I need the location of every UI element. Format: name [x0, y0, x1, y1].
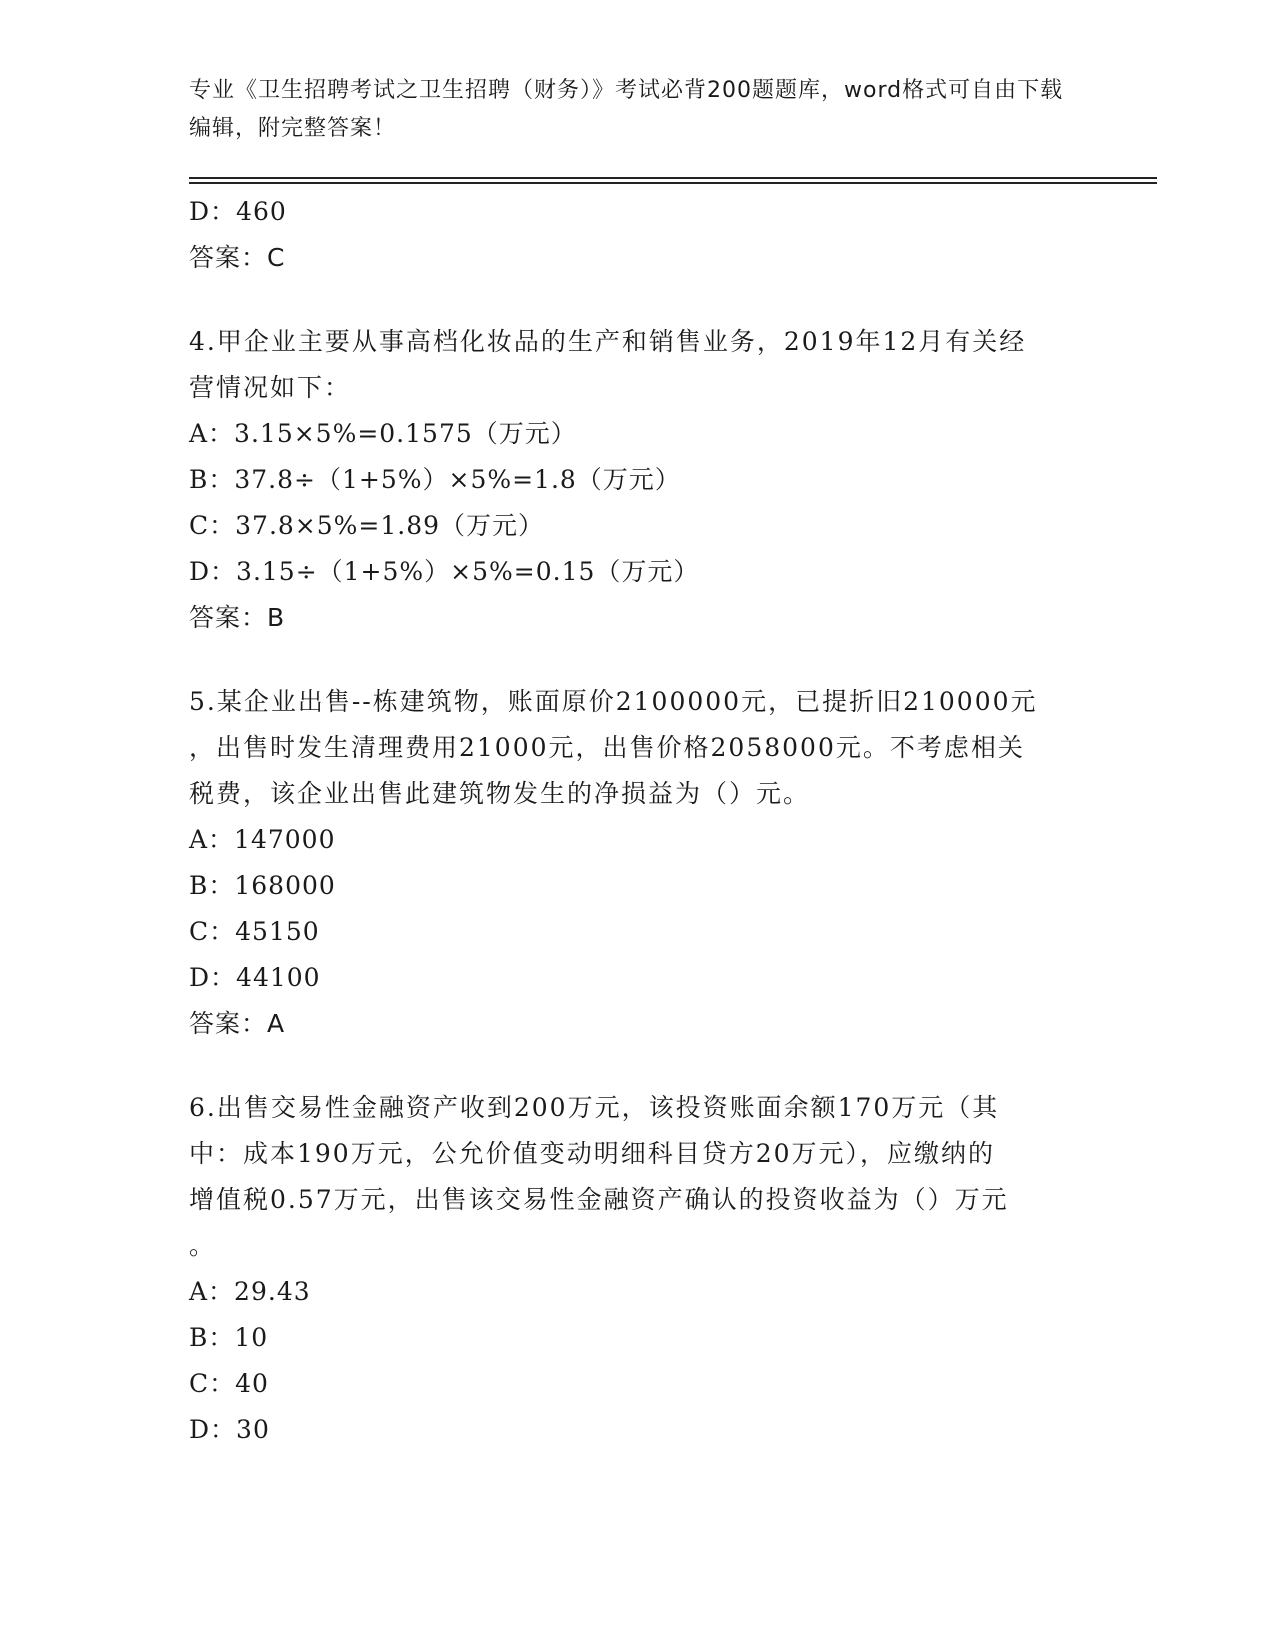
q4-option-a: A：3.15×5%=0.1575（万元） — [189, 419, 577, 448]
q5-option-b: B：168000 — [189, 871, 336, 900]
q6-stem-line: 增值税0.57万元，出售该交易性金融资产确认的投资收益为（）万元 — [189, 1185, 1009, 1214]
q4-stem-line: 4.甲企业主要从事高档化妆品的生产和销售业务，2019年12月有关经 — [189, 327, 1027, 356]
q6-option-b: B：10 — [189, 1323, 269, 1352]
q5-option-a: A：147000 — [189, 825, 336, 854]
q5-stem-line: 5.某企业出售--栋建筑物，账面原价2100000元，已提折旧210000元 — [189, 687, 1038, 716]
q6-option-c: C：40 — [189, 1369, 269, 1398]
header-divider-bottom — [189, 182, 1157, 184]
q6-option-a: A：29.43 — [189, 1277, 311, 1306]
q4-block — [189, 319, 1069, 411]
document-header: 专业《卫生招聘考试之卫生招聘（财务）》考试必背200题题库，word格式可自由下载编辑，附完整答案！ — [189, 78, 1064, 141]
question-list — [189, 189, 1069, 1453]
q4-option-c: C：37.8×5%=1.89（万元） — [189, 511, 545, 540]
q5-stem-line: ，出售时发生清理费用21000元，出售价格2058000元。不考虑相关 — [189, 733, 1025, 762]
q3-option-d: D：460 — [189, 197, 287, 226]
q6-option-d: D：30 — [189, 1415, 270, 1444]
spacer — [189, 641, 1069, 679]
q4-option-d: D：3.15÷（1+5%）×5%=0.15（万元） — [189, 557, 700, 586]
spacer — [189, 281, 1069, 319]
q4-answer: 答案：B — [189, 603, 286, 632]
q5-block — [189, 679, 1069, 817]
q6-block — [189, 1085, 1069, 1269]
q5-option-c: C：45150 — [189, 917, 320, 946]
q6-stem-line: 6.出售交易性金融资产收到200万元，该投资账面余额170万元（其 — [189, 1093, 1000, 1122]
q3-answer: 答案：C — [189, 243, 286, 272]
q5-option-d: D：44100 — [189, 963, 321, 992]
q6-stem-line: 中：成本190万元，公允价值变动明细科目贷方20万元），应缴纳的 — [189, 1139, 996, 1168]
q5-stem-line: 税费，该企业出售此建筑物发生的净损益为（）元。 — [189, 779, 811, 808]
q4-option-b: B：37.8÷（1+5%）×5%=1.8（万元） — [189, 465, 681, 494]
q4-stem-line: 营情况如下： — [189, 373, 352, 402]
spacer — [189, 1047, 1069, 1085]
q6-stem-line: 。 — [189, 1231, 217, 1260]
q5-answer: 答案：A — [189, 1009, 286, 1038]
header-divider-top — [189, 177, 1157, 179]
